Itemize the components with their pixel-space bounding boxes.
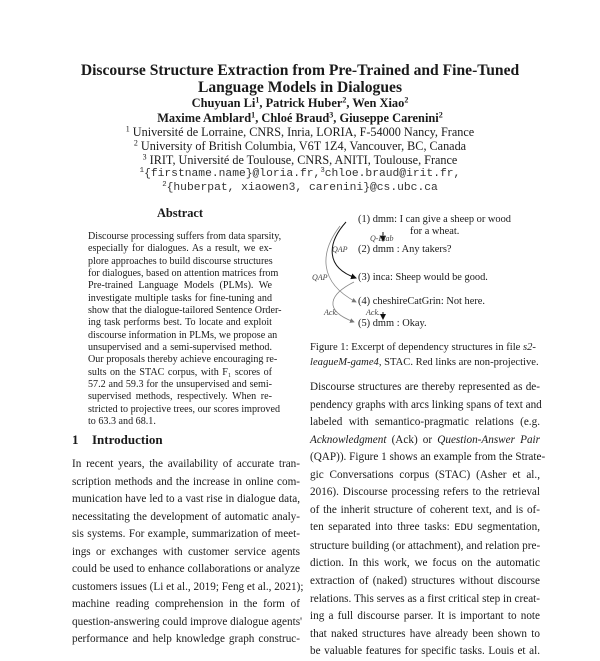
body-text-line: ten separated into three tasks: EDU segmentation,: [310, 521, 540, 535]
author-affiliation-number: 2: [404, 95, 409, 105]
utterance: [358, 272, 488, 284]
abstract-heading: Abstract: [156, 206, 204, 220]
affiliation-text: Université de Lorraine, CNRS, Inria, LORIA, F-54000 Nancy, France: [132, 125, 475, 139]
utterance-id: (3): [358, 272, 371, 283]
abstract-line: show that the dialogue-tailored Sentence Order-: [88, 305, 282, 317]
body-text-line: sis systems. For example, summarization of meet-: [72, 528, 300, 541]
email-link[interactable]: {firstname.name}@loria.fr,: [144, 168, 321, 180]
arc-label-qap: QAP: [332, 245, 348, 254]
figure-caption: [310, 341, 540, 370]
title-line-1: Discourse Structure Extraction from Pre-Trained and Fine-Tuned: [80, 62, 520, 79]
author-affiliation-number: 3: [329, 110, 334, 120]
email-line-2: [0, 181, 600, 195]
abstract-line: ing task performs best. To locate and exploit: [88, 317, 272, 329]
utterance: [358, 244, 452, 256]
introduction-body: [72, 456, 304, 649]
email-aff-number: 2: [162, 180, 167, 189]
body-text-line: structure building (or attachment), and relation pre-: [310, 539, 541, 552]
paper-title: [0, 62, 600, 96]
body-text-line: In recent years, the availability of accurate tran-: [72, 458, 300, 470]
body-text-line: diction. In this work, we focus on the automatic: [310, 557, 540, 570]
body-text-line: Discourse structures are thereby represented as de-: [310, 381, 540, 393]
utterance-speaker: dmm :: [372, 244, 400, 255]
utterance: [358, 214, 511, 226]
utterance-text: Okay.: [402, 318, 427, 329]
abstract-line: unsupervised and a semi-supervised method.: [88, 342, 272, 354]
body-text-line: extraction of (naked) structures without discourse: [310, 575, 540, 588]
abstract-line: to 63.3 and 68.1.: [88, 416, 156, 428]
right-column-body: [310, 379, 546, 661]
affiliation-text: University of British Columbia, V6T 1Z4, Vancouver, BC, Canada: [140, 139, 467, 153]
abstract-line: supervised methods, respectively. When re-: [88, 391, 272, 403]
body-text-line: of the inherit structure of coherent text, and is of-: [310, 503, 540, 516]
emails: [0, 167, 600, 195]
abstract-line: sults on the STAC corpus, with F₁ scores of: [88, 366, 272, 378]
utterance-text: Not here.: [446, 296, 485, 307]
caption-line: [310, 356, 540, 371]
body-text-line: gic Conversations corpus (STAC) (Asher et al.,: [310, 468, 540, 481]
abstract-line: Pre-trained Language Models (PLMs). We: [88, 280, 272, 292]
body-text-line: could be used to enhance collaborations or analyze: [72, 563, 300, 576]
section-title: Introduction: [92, 432, 163, 447]
email-aff-number: 1: [139, 166, 145, 175]
body-text-line: scription methods and the increase in online com-: [72, 475, 300, 488]
body-text-line: performance and help knowledge graph construc-: [72, 633, 300, 646]
utterance-speaker: cheshireCatGrin:: [372, 296, 444, 307]
email-aff-number: 3: [320, 166, 325, 175]
caption-filename: leagueM-game4: [310, 356, 379, 368]
email-line-1: [0, 167, 600, 181]
utterance: [358, 296, 485, 308]
body-text-line: be valuable features for specific tasks. Louis et al.: [310, 645, 540, 658]
author-affiliation-number: 1: [251, 110, 256, 120]
figure-1: [310, 212, 550, 332]
abstract-line: Discourse processing suffers from data sparsity,: [88, 231, 282, 242]
abstract-body: [88, 231, 282, 429]
affiliation: [0, 153, 600, 167]
author-name: Wen Xiao: [352, 96, 405, 110]
utterance-speaker: dmm :: [372, 318, 400, 329]
abstract-line: investigate multiple tasks for fine-tuning and: [88, 292, 272, 304]
affiliation-number: 2: [133, 138, 138, 148]
utterance-text: I can give a sheep or wood: [399, 214, 511, 225]
affiliation-text: IRIT, Université de Toulouse, CNRS, ANITI, Toulouse, France: [149, 153, 458, 167]
body-text-line: relations. This serves as a first critical step in creat-: [310, 592, 540, 605]
body-text-line: 2016). Discourse processing refers to the retrieval: [310, 486, 540, 499]
arc-label-ack: Ack.: [366, 308, 380, 317]
abstract-line: stricted to projective trees, our scores improved: [88, 403, 280, 415]
body-text-line: ing a full discourse parser. It is important to note: [310, 610, 540, 623]
caption-text: Figure 1: Excerpt of dependency structures in file: [310, 342, 523, 353]
caption-text: , STAC. Red links are non-projective.: [378, 356, 539, 368]
email-link[interactable]: chloe.braud@irit.fr,: [324, 168, 461, 180]
author-affiliation-number: 1: [255, 95, 260, 105]
utterance-speaker: inca:: [372, 272, 393, 283]
title-line-2: Language Models in Dialogues: [197, 79, 403, 96]
email-link[interactable]: {huberpat, xiaowen3, carenini}@cs.ubc.ca: [166, 182, 438, 194]
section-heading: [72, 432, 163, 448]
affiliation-number: 1: [125, 124, 130, 134]
caption-line: [310, 341, 540, 356]
body-text-line: (QAP)). Figure 1 shows an example from the Strate-: [310, 451, 546, 464]
utterance-speaker: dmm:: [372, 214, 397, 225]
body-text-line: machine reading comprehension in the form of: [72, 598, 300, 611]
body-text-line: labeled with semantico-pragmatic relations (e.g.: [310, 416, 540, 429]
utterance-text: Sheep would be good.: [395, 272, 488, 283]
utterance-text: Any takers?: [401, 244, 452, 255]
author-name: Chuyuan Li: [191, 96, 256, 110]
body-text-line: that naked structures have already been shown to: [310, 627, 540, 640]
section-number: 1: [72, 432, 79, 447]
utterance: [358, 318, 427, 330]
abstract-line: plore approaches to build discourse structures: [88, 255, 273, 267]
author-name: Maxime Amblard: [157, 111, 252, 125]
utterance-continuation: for a wheat.: [410, 226, 460, 237]
affiliations: [0, 125, 600, 167]
body-text-line: ings or exchanges with customer service agents: [72, 545, 300, 558]
body-text-line: necessitating the development of automatic analy-: [72, 510, 300, 523]
abstract-line: Our proposals thereby achieve encouraging re-: [88, 354, 278, 366]
abstract-line: discourse information in PLMs, we propose an: [88, 329, 278, 341]
author-list: [0, 96, 600, 126]
body-text-line: customers issues (Li et al., 2019; Feng et al., 2021);: [72, 580, 304, 593]
author-name: Chloé Braud: [261, 111, 330, 125]
authors-line-2: Maxime Amblard$^1$, Chloé Braud$^3$, Giuseppe Carenini$^2$: [157, 110, 443, 125]
arc-label-ack: Ack.: [324, 308, 338, 317]
utterance-id: (4): [358, 296, 371, 307]
utterance-id: (2): [358, 244, 371, 255]
body-text-line: Acknowledgment (Ack) or Question-Answer Pair: [310, 433, 540, 446]
abstract-line: 57.2 and 59.3 for the unsupervised and semi-: [88, 379, 272, 391]
arc-label-qap: QAP: [312, 273, 328, 282]
author-affiliation-number: 2: [342, 95, 347, 105]
authors-line-1: Chuyuan Li$^1$, Patrick Huber$^2$, Wen Xiao$^2$: [191, 95, 409, 110]
affiliation: [0, 139, 600, 153]
utterance-id: (1): [358, 214, 371, 225]
body-text-line: pendency graphs with arcs linking spans of text and: [310, 398, 542, 411]
affiliation: [0, 125, 600, 139]
abstract-line: especially for dialogues. As a result, we ex-: [88, 243, 272, 255]
author-name: Giuseppe Carenini: [339, 111, 439, 125]
body-text-line: munication have led to a vast rise in dialogue data,: [72, 493, 300, 506]
author-name: Patrick Huber: [265, 96, 343, 110]
utterance-id: (5): [358, 318, 371, 329]
affiliation-number: 3: [142, 152, 147, 162]
arc-label-q-elab: Q-Elab: [370, 234, 394, 243]
caption-filename: s2-: [522, 342, 536, 353]
body-text-line: question-answering could improve dialogue agents': [72, 615, 303, 628]
author-affiliation-number: 2: [438, 110, 443, 120]
abstract-line: for dialogues, based on attention matrices from: [88, 268, 279, 280]
